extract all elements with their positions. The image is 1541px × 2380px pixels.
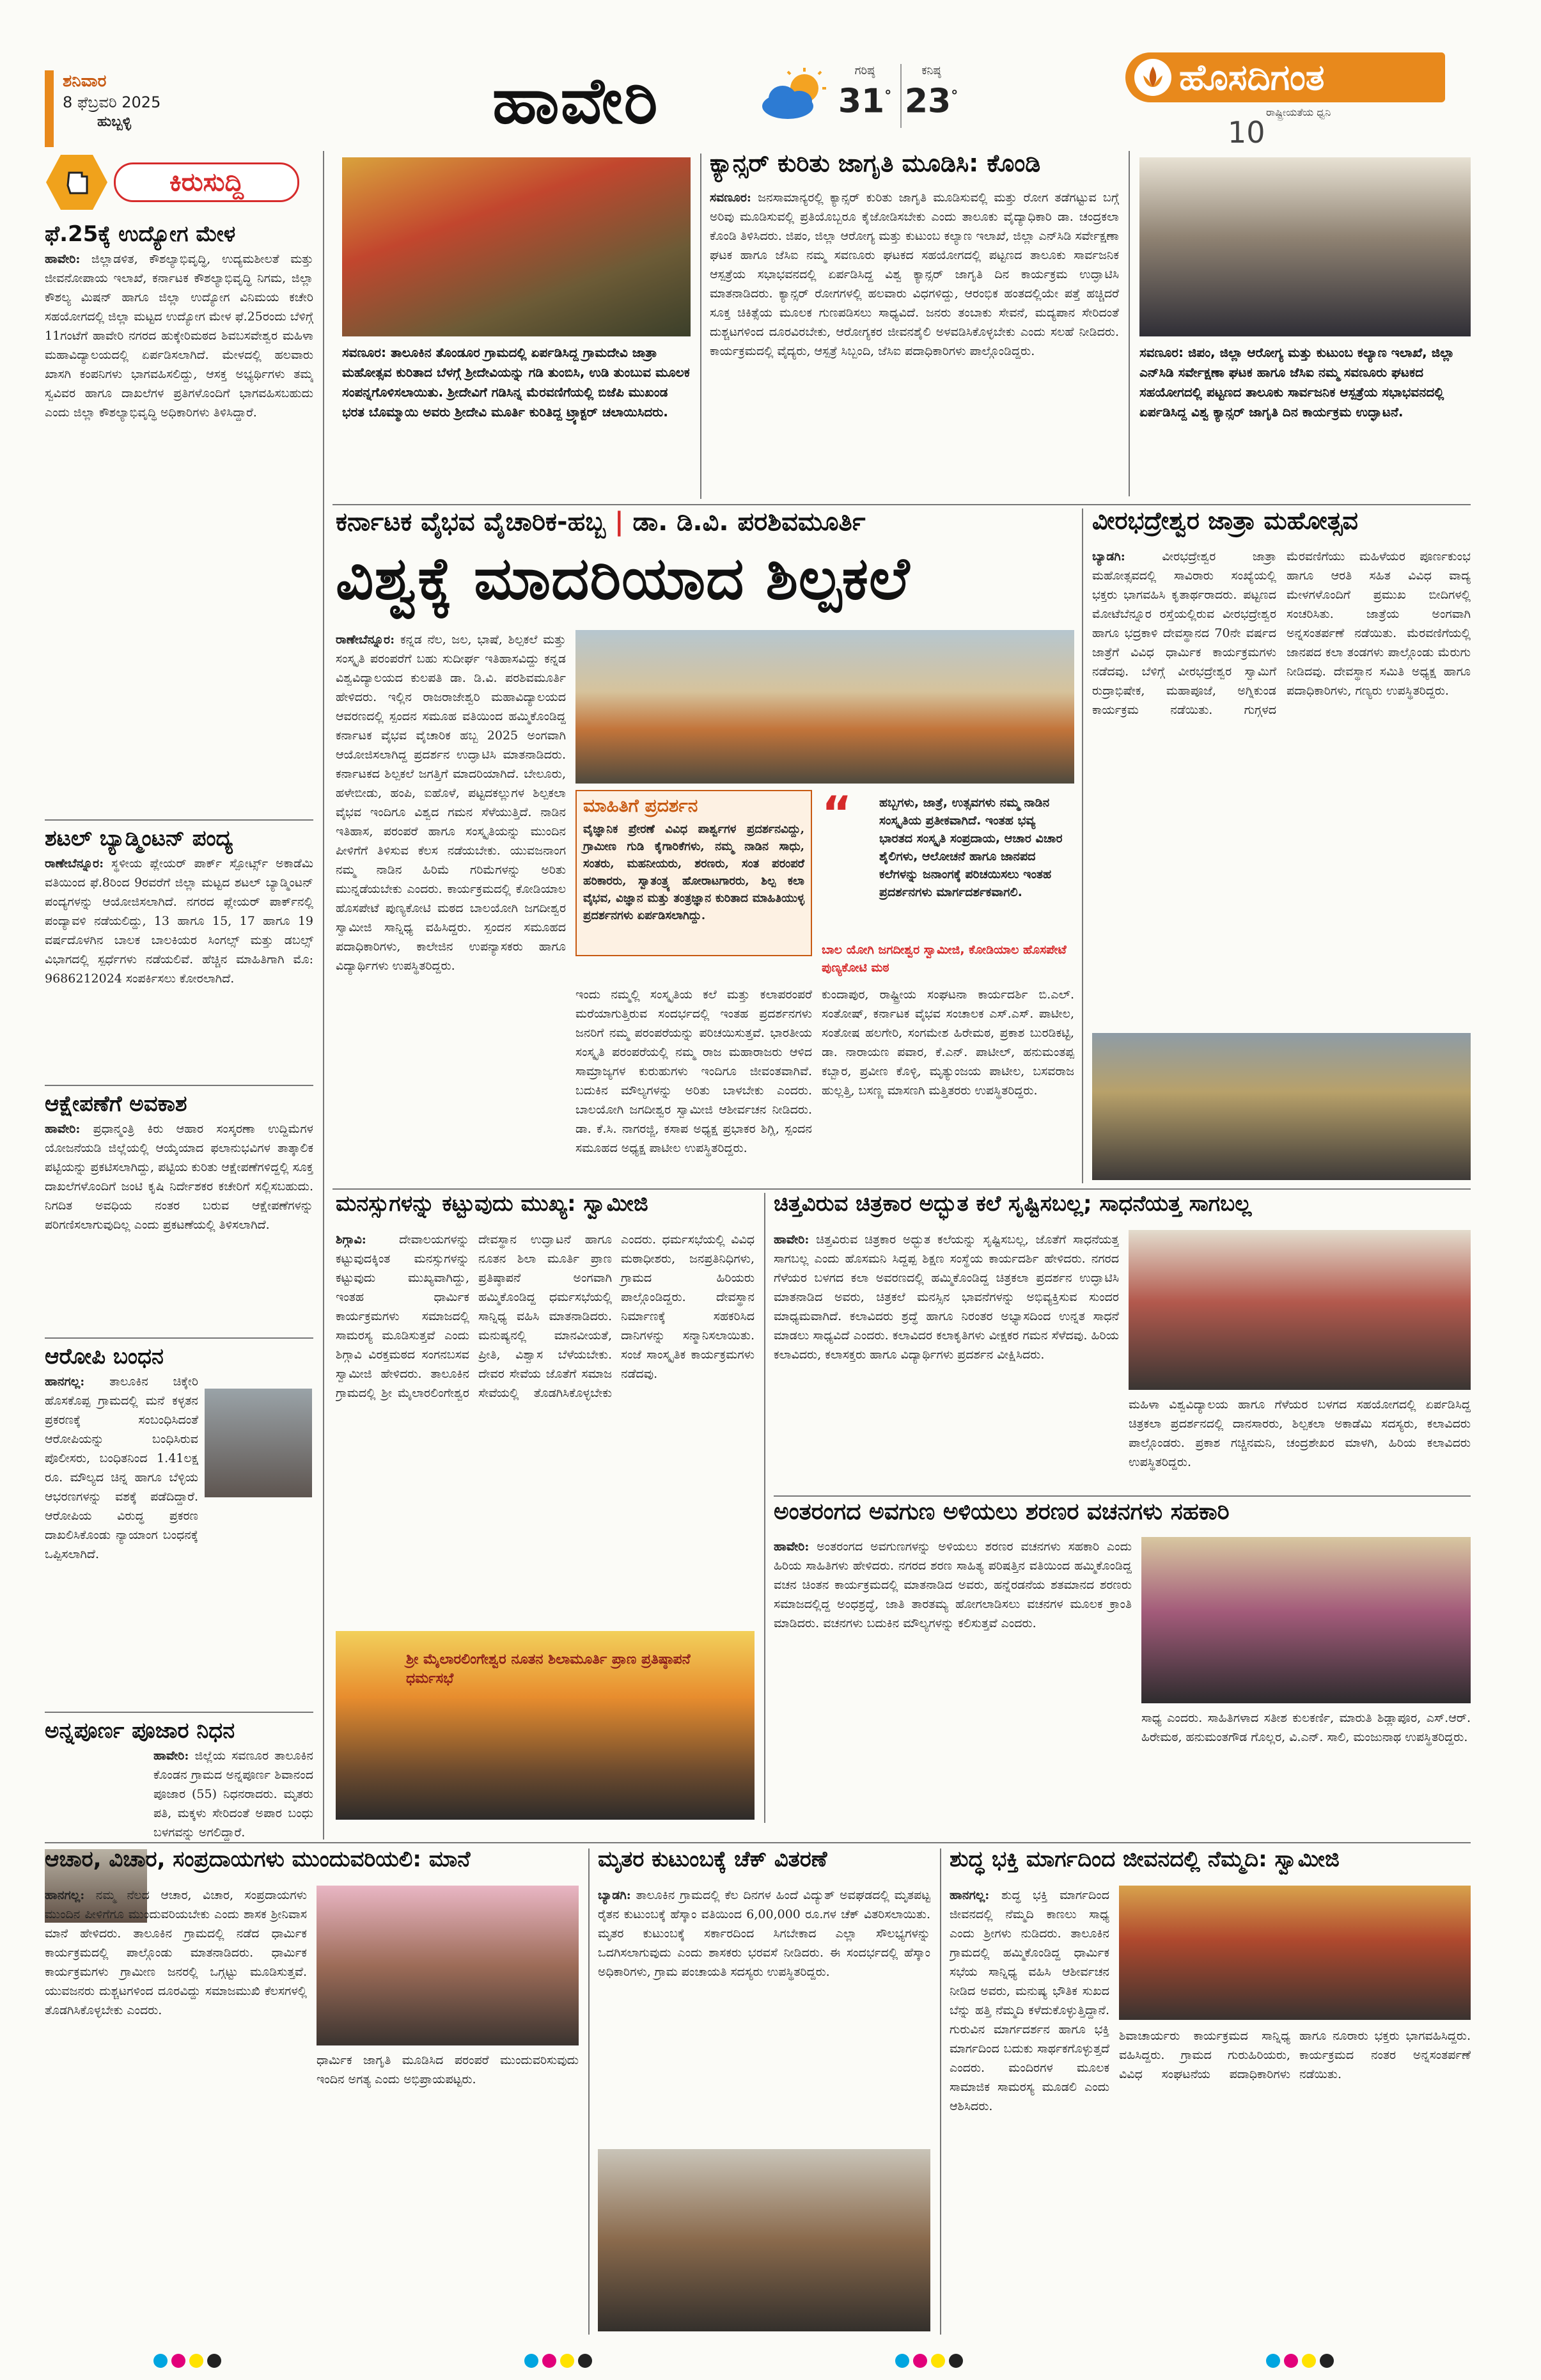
brief-item (45, 1091, 313, 1334)
brief-text: ಜಿಲ್ಲೆಯ ಸವಣೂರ ತಾಲೂಕಿನ ಕೊಂಡನ ಗ್ರಾಮದ ಅನ್ನಪೂರ್ಣ ಶಿವಾನಂದ ಪೂಜಾರ (55) ನಿಧನರಾದರು. ಮೃತರು ಪತಿ, ಮಕ್ಕಳು ಸೇರಿದಂತೆ ಅಪಾರ ಬಂಧು ಬಳಗವನ್ನು ಅಗಲಿದ್ದಾರೆ. (153, 1749, 313, 1840)
briefs-logo (45, 154, 301, 211)
brief-headline: ಆಕ್ಷೇಪಣೆಗೆ ಅವಕಾಶ (45, 1091, 187, 1117)
brief-headline: ಫೆ.25ಕ್ಕೆ ಉದ್ಯೋಗ ಮೇಳ (45, 221, 236, 247)
cancer-story (710, 151, 1471, 500)
date-block (45, 70, 288, 147)
shuddha-headline: ಶುದ್ಧ ಭಕ್ತಿ ಮಾರ್ಗದಿಂದ ಜೀವನದಲ್ಲಿ ನೆಮ್ಮದಿ: ಸ್ವಾಮೀಜಿ (950, 1847, 1340, 1872)
weekday: ಶನಿವಾರ (63, 72, 107, 91)
jatra-procession-photo (1092, 1033, 1471, 1180)
lead-story (336, 508, 1074, 1183)
temp-max: ಗರಿಷ್ಠ 31° (834, 64, 895, 128)
section-divider (332, 1188, 1471, 1190)
manasu-story (336, 1193, 755, 1823)
paper-logo (1125, 52, 1445, 148)
brief-text: ಪ್ರಧಾನ್ಮಂತ್ರಿ ಕಿರು ಆಹಾರ ಸಂಸ್ಕರಣಾ ಉದ್ದಿಮೆಗಳ ಯೋಜನೆಯಡಿ ಜಿಲ್ಲೆಯಲ್ಲಿ ಆಯ್ಕೆಯಾದ ಫಲಾನುಭವಿಗಳ ತಾತ್ಕಾಲಿಕ ಪಟ್ಟಿಯನ್ನು ಪ್ರಕಟಿಸಲಾಗಿದ್ದು, ಪಟ್ಟಿಯ ಕುರಿತು ಆಕ್ಷೇಪಣೆಗಳಿದ್ದಲ್ಲಿ ಸೂಕ್ತ ದಾಖಲೆಗಳೊಂದಿಗೆ ಜಂಟಿ ಕೃಷಿ ನಿರ್ದೇಶಕರ ಕಚೇರಿಗೆ ಸಲ್ಲಿಸಬಹುದು. ನಿಗದಿತ ಅವಧಿಯ ನಂತರ ಬರುವ ಆಕ್ಷೇಪಣೆಗಳನ್ನು ಪರಿಗಣಿಸಲಾಗುವುದಿಲ್ಲ ಎಂದು ಪ್ರಕಟಣೆಯಲ್ಲಿ ತಿಳಿಸಲಾಗಿದೆ. (45, 1122, 313, 1232)
brief-dateline: ಹಾನಗಲ್ಲ: (45, 1375, 85, 1389)
jatra-body: ಬ್ಯಾಡಗಿ: ವೀರಭದ್ರೇಶ್ವರ ಜಾತ್ರಾ ಮಹೋತ್ಸವದಲ್ಲಿ ಸಾವಿರಾರು ಸಂಖ್ಯೆಯಲ್ಲಿ ಭಕ್ತರು ಭಾಗವಹಿಸಿ ಕೃತಾರ್ಥರಾದರು. ಪಟ್ಟಣದ ಮೋಟೆಬೆನ್ನೂರ ರಸ್ತೆಯಲ್ಲಿರುವ ವೀರಭದ್ರೇಶ್ವರ ಹಾಗೂ ಭದ್ರಕಾಳಿ ದೇವಸ್ಥಾನದ 70ನೇ ವರ್ಷದ ಜಾತ್ರೆಗೆ ವಿವಿಧ ಧಾರ್ಮಿಕ ಕಾರ್ಯಕ್ರಮಗಳು ನಡೆದವು. ಬೆಳಿಗ್ಗೆ ವೀರಭದ್ರೇಶ್ವರ ಸ್ವಾಮಿಗೆ ರುದ್ರಾಭಿಷೇಕ, ಮಹಾಪೂಜೆ, ಅಗ್ನಿಕುಂಡ ಕಾರ್ಯಕ್ರಮ ನಡೆಯಿತು. ಗುಗ್ಗಳದ ಮೆರವಣಿಗೆಯು ಮಹಿಳೆಯರ ಪೂರ್ಣಕುಂಭ ಹಾಗೂ ಆರತಿ ಸಹಿತ ವಿವಿಧ ವಾದ್ಯ ಮೇಳಗಳೊಂದಿಗೆ ಪ್ರಮುಖ ಬೀದಿಗಳಲ್ಲಿ ಸಂಚರಿಸಿತು. ಜಾತ್ರೆಯ ಅಂಗವಾಗಿ ಅನ್ನಸಂತರ್ಪಣೆ ನಡೆಯಿತು. ಮೆರವಣಿಗೆಯಲ್ಲಿ ಜಾನಪದ ಕಲಾ ತಂಡಗಳು ಪಾಲ್ಗೊಂಡು ಮೆರುಗು ನೀಡಿದವು. ದೇವಸ್ಥಾನ ಸಮಿತಿ ಅಧ್ಯಕ್ಷ ಹಾಗೂ ಪದಾಧಿಕಾರಿಗಳು, ಗಣ್ಯರು ಉಪಸ್ಥಿತರಿದ್ದರು. (1092, 549, 1471, 717)
top-photo-story (336, 154, 694, 499)
check-body: ಬ್ಯಾಡಗಿ: ತಾಲೂಕಿನ ಗ್ರಾಮದಲ್ಲಿ ಕೆಲ ದಿನಗಳ ಹಿಂದೆ ವಿದ್ಯುತ್ ಅವಘಡದಲ್ಲಿ ಮೃತಪಟ್ಟ ರೈತನ ಕುಟುಂಬಕ್ಕೆ ಹೆಸ್ಕಾಂ ವತಿಯಿಂದ 6,00,000 ರೂ.ಗಳ ಚೆಕ್ ವಿತರಿಸಲಾಯಿತು. ಮೃತರ ಕುಟುಂಬಕ್ಕೆ ಸರ್ಕಾರದಿಂದ ಸಿಗಬೇಕಾದ ಎಲ್ಲಾ ಸೌಲಭ್ಯಗಳನ್ನು ಒದಗಿಸಲಾಗುವುದು ಎಂದು ಶಾಸಕರು ಭರವಸೆ ನೀಡಿದರು. ಈ ಸಂದರ್ಭದಲ್ಲಿ ಹೆಸ್ಕಾಂ ಅಧಿಕಾರಿಗಳು, ಗ್ರಾಮ ಪಂಚಾಯತಿ ಸದಸ್ಯರು ಉಪಸ್ಥಿತರಿದ್ದರು. (598, 1888, 930, 1979)
lead-photo (575, 630, 1074, 784)
antaranga-headline: ಅಂತರಂಗದ ಅವಗುಣ ಅಳಿಯಲು ಶರಣರ ವಚನಗಳು ಸಹಕಾರಿ (774, 1499, 1230, 1525)
divider (45, 1085, 313, 1086)
jatra-photo (342, 157, 691, 336)
banner-text: ಶ್ರೀ ಮೈಲಾರಲಿಂಗೇಶ್ವರ ನೂತನ ಶಿಲಾಮೂರ್ತಿ ಪ್ರಾಣ ಪ್ರತಿಷ್ಠಾಪನೆ ಧರ್ಮಸಭೆ (406, 1651, 691, 1687)
info-box-text: ವೈಜ್ಞಾನಿಕ ಪ್ರೇರಣೆ ವಿವಿಧ ಪಾರ್ಶ್ವಗಳ ಪ್ರದರ್ಶನವಿದ್ದು, ಗ್ರಾಮೀಣ ಗುಡಿ ಕೈಗಾರಿಕೆಗಳು, ನಮ್ಮ ನಾಡಿನ ಸಾಧು, ಸಂತರು, ಮಹನೀಯರು, ಶರಣರು, ಸಂತ ಪರಂಪರೆ ಹರಿಕಾರರು, ಸ್ವಾತಂತ್ರ್ಯ ಹೋರಾಟಗಾರರು, ಶಿಲ್ಪ ಕಲಾ ವೈಭವ, ವಿಜ್ಞಾನ ಮತ್ತು ತಂತ್ರಜ್ಞಾನ ಕುರಿತಾದ ಮಾಹಿತಿಯುಳ್ಳ ಪ್ರದರ್ಶನಗಳು ಏರ್ಪಡಿಸಲಾಗಿದ್ದು. (583, 823, 804, 922)
briefs-label: ಕಿರುಸುದ್ದಿ (114, 162, 299, 202)
shuddha-story (950, 1848, 1471, 2335)
manasu-body: ಶಿಗ್ಗಾವಿ: ದೇವಾಲಯಗಳನ್ನು ಕಟ್ಟುವುದಕ್ಕಿಂತ ಮನಸ್ಸುಗಳನ್ನು ಕಟ್ಟುವುದು ಮುಖ್ಯವಾಗಿದ್ದು, ಇಂತಹ ಧಾರ್ಮಿಕ ಕಾರ್ಯಕ್ರಮಗಳು ಸಮಾಜದಲ್ಲಿ ಸಾಮರಸ್ಯ ಮೂಡಿಸುತ್ತವೆ ಎಂದು ಶಿಗ್ಗಾವಿ ವಿರಕ್ತಮಠದ ಸಂಗನಬಸವ ಸ್ವಾಮೀಜಿ ಹೇಳಿದರು. ತಾಲೂಕಿನ ಗ್ರಾಮದಲ್ಲಿ ಶ್ರೀ ಮೈಲಾರಲಿಂಗೇಶ್ವರ ದೇವಸ್ಥಾನ ಉದ್ಘಾಟನೆ ಹಾಗೂ ನೂತನ ಶಿಲಾ ಮೂರ್ತಿ ಪ್ರಾಣ ಪ್ರತಿಷ್ಠಾಪನೆ ಅಂಗವಾಗಿ ಹಮ್ಮಿಕೊಂಡಿದ್ದ ಧರ್ಮಸಭೆಯಲ್ಲಿ ಸಾನ್ನಿಧ್ಯ ವಹಿಸಿ ಮಾತನಾಡಿದರು. ಮನುಷ್ಯನಲ್ಲಿ ಮಾನವೀಯತೆ, ಪ್ರೀತಿ, ವಿಶ್ವಾಸ ಬೆಳೆಯಬೇಕು. ದೇವರ ಸೇವೆಯ ಜೊತೆಗೆ ಸಮಾಜ ಸೇವೆಯಲ್ಲಿ ತೊಡಗಿಸಿಕೊಳ್ಳಬೇಕು ಎಂದರು. ಧರ್ಮಸಭೆಯಲ್ಲಿ ವಿವಿಧ ಮಠಾಧೀಶರು, ಜನಪ್ರತಿನಿಧಿಗಳು, ಗ್ರಾಮದ ಹಿರಿಯರು ಪಾಲ್ಗೊಂಡಿದ್ದರು. ದೇವಸ್ಥಾನ ನಿರ್ಮಾಣಕ್ಕೆ ಸಹಕರಿಸಿದ ದಾನಿಗಳನ್ನು ಸನ್ಮಾನಿಸಲಾಯಿತು. ಸಂಜೆ ಸಾಂಸ್ಕೃತಿಕ ಕಾರ್ಯಕ್ರಮಗಳು ನಡೆದವು. (336, 1233, 755, 1400)
page-number: 10 (1228, 115, 1265, 150)
hand-point-icon (45, 154, 109, 211)
shuddha-body-2: ಶಿವಾಚಾರ್ಯರು ಕಾರ್ಯಕ್ರಮದ ಸಾನ್ನಿಧ್ಯ ವಹಿಸಿದ್ದರು. ಗ್ರಾಮದ ಗುರುಹಿರಿಯರು, ವಿವಿಧ ಸಂಘಟನೆಯ ಪದಾಧಿಕಾರಿಗಳು ಹಾಗೂ ನೂರಾರು ಭಕ್ತರು ಭಾಗವಹಿಸಿದ್ದರು. ಕಾರ್ಯಕ್ರಮದ ನಂತರ ಅನ್ನಸಂತರ್ಪಣೆ ನಡೆಯಿತು. (1119, 2029, 1471, 2081)
dharmasabha-photo (336, 1631, 755, 1820)
brief-text: ಸ್ಥಳೀಯ ಪ್ಲೇಯರ್ ಪಾರ್ಕ್ ಸ್ಪೋರ್ಟ್ಸ್ ಅಕಾಡೆಮಿ ವತಿಯಿಂದ ಫೆ.8ರಿಂದ 9ರವರೆಗೆ ಜಿಲ್ಲಾ ಮಟ್ಟದ ಶಟಲ್ ಬ್ಯಾಡ್ಮಿಂಟನ್ ಪಂದ್ಯಗಳನ್ನು ಆಯೋಜಿಸಲಾಗಿದೆ. ನಗರದ ಪ್ಲೇಯರ್ ಪಾರ್ಕ್‌ನಲ್ಲಿ ಪಂದ್ಯಾವಳಿ ನಡೆಯಲಿದ್ದು, 13 ಹಾಗೂ 15, 17 ಹಾಗೂ 19 ವರ್ಷದೊಳಗಿನ ಬಾಲಕ ಬಾಲಕಿಯರ ಸಿಂಗಲ್ಸ್ ಮತ್ತು ಡಬಲ್ಸ್ ವಿಭಾಗದಲ್ಲಿ ಸ್ಪರ್ಧೆಗಳು ನಡೆಯಲಿವೆ. ಹೆಚ್ಚಿನ ಮಾಹಿತಿಗಾಗಿ ಮೊ: 9686212024 ಸಂಪರ್ಕಿಸಲು ಕೋರಲಾಗಿದೆ. (45, 856, 313, 986)
info-box-title: ಮಾಹಿತಿಗೆ ಪ್ರದರ್ಶನ (583, 795, 698, 816)
paper-tagline: ರಾಷ್ಟ್ರೀಯತೆಯ ಧ್ವನಿ (1266, 106, 1331, 118)
column-divider (588, 1848, 590, 2335)
section-divider (332, 504, 1471, 505)
photo-caption: ಸವಣೂರ: ಜಿಪಂ, ಜಿಲ್ಲಾ ಆರೋಗ್ಯ ಮತ್ತು ಕುಟುಂಬ ಕಲ್ಯಾಣ ಇಲಾಖೆ, ಜಿಲ್ಲಾ ಎನ್‌ಸಿಡಿ ಸರ್ವೇಕ್ಷಣಾ ಘಟಕ ಹಾಗೂ ಜೆಸಿಐ ನಮ್ಮ ಸವಣೂರು ಘಟಕದ ಸಹಯೋಗದಲ್ಲಿ ಪಟ್ಟಣದ ತಾಲೂಕು ಸಾರ್ವಜನಿಕ ಆಸ್ಪತ್ರೆಯ ಸಭಾಭವನದಲ್ಲಿ ಏರ್ಪಡಿಸಿದ್ದ ವಿಶ್ವ ಕ್ಯಾನ್ಸರ್ ಜಾಗೃತಿ ದಿನ ಕಾರ್ಯಕ್ರಮ ಉದ್ಘಾಟನೆ. (1139, 345, 1455, 420)
achara-story (45, 1848, 579, 2335)
brief-text: ತಾಲೂಕಿನ ಚಿಕ್ಕೇರಿ ಹೊಸಕೊಪ್ಪ ಗ್ರಾಮದಲ್ಲಿ ಮನೆ ಕಳ್ಳತನ ಪ್ರಕರಣಕ್ಕೆ ಸಂಬಂಧಿಸಿದಂತೆ ಆರೋಪಿಯನ್ನು ಬಂಧಿಸಿರುವ ಪೊಲೀಸರು, ಬಂಧಿತನಿಂದ 1.41ಲಕ್ಷ ರೂ. ಮೌಲ್ಯದ ಚಿನ್ನ ಹಾಗೂ ಬೆಳ್ಳಿಯ ಆಭರಣಗಳನ್ನು ವಶಕ್ಕೆ ಪಡೆದಿದ್ದಾರೆ. ಆರೋಪಿಯ ವಿರುದ್ಧ ಪ್ರಕರಣ ದಾಖಲಿಸಿಕೊಂಡು ನ್ಯಾಯಾಂಗ ಬಂಧನಕ್ಕೆ ಒಪ್ಪಿಸಲಾಗಿದೆ. (45, 1375, 198, 1561)
brief-item (45, 826, 313, 1082)
accused-photo (205, 1389, 312, 1497)
artist-headline: ಚಿತ್ತವಿರುವ ಚಿತ್ರಕಾರ ಅದ್ಭುತ ಕಲೆ ಸೃಷ್ಟಿಸಬಲ್ಲ; ಸಾಧನೆಯತ್ತ ಸಾಗಬಲ್ಲ (774, 1191, 1252, 1217)
lead-body: ರಾಣೇಬೆನ್ನೂರ: ಕನ್ನಡ ನೆಲ, ಜಲ, ಭಾಷೆ, ಶಿಲ್ಪಕಲೆ ಮತ್ತು ಸಂಸ್ಕೃತಿ ಪರಂಪರೆಗೆ ಬಹು ಸುದೀರ್ಘ ಇತಿಹಾಸವಿದ್ದು ಕನ್ನಡ ವಿಶ್ವವಿದ್ಯಾಲಯದ ಕುಲಪತಿ ಡಾ. ಡಿ.ವಿ. ಪರಶಿವಮೂರ್ತಿ ಹೇಳಿದರು. ಇಲ್ಲಿನ ರಾಜರಾಜೇಶ್ವರಿ ಮಹಾವಿದ್ಯಾಲಯದ ಆವರಣದಲ್ಲಿ ಸ್ಪಂದನ ಸಮೂಹ ವತಿಯಿಂದ ಹಮ್ಮಿಕೊಂಡಿದ್ದ ಕರ್ನಾಟಕ ವೈಭವ ವೈಚಾರಿಕ ಹಬ್ಬ 2025 ಅಂಗವಾಗಿ ಆಯೋಜಿಸಲಾಗಿದ್ದ ಪ್ರದರ್ಶನ ಉದ್ಘಾಟಿಸಿ ಮಾತನಾಡಿದರು. ಕರ್ನಾಟಕದ ಶಿಲ್ಪಕಲೆ ಜಗತ್ತಿಗೆ ಮಾದರಿಯಾಗಿದೆ. ಬೇಲೂರು, ಹಳೇಬೀಡು, ಹಂಪಿ, ಐಹೊಳೆ, ಪಟ್ಟದಕಲ್ಲುಗಳ ಶಿಲ್ಪಕಲಾ ವೈಭವ ಇಂದಿಗೂ ವಿಶ್ವದ ಗಮನ ಸೆಳೆಯುತ್ತಿದೆ. ನಾಡಿನ ಇತಿಹಾಸ, ಪರಂಪರೆ ಹಾಗೂ ಸಂಸ್ಕೃತಿಯನ್ನು ಮುಂದಿನ ಪೀಳಿಗೆಗೆ ತಿಳಿಸುವ ಕೆಲಸ ನಡೆಯಬೇಕು. ಯುವಜನಾಂಗ ನಮ್ಮ ನಾಡಿನ ಹಿರಿಮೆ ಗರಿಮೆಗಳನ್ನು ಅರಿತು ಮುನ್ನಡೆಯಬೇಕು ಎಂದರು. ಕಾರ್ಯಕ್ರಮದಲ್ಲಿ ಕೋಡಿಯಾಲ ಹೊಸಪೇಟೆ ಪುಣ್ಯಕೋಟಿ ಮಠದ ಬಾಲಯೋಗಿ ಜಗದೀಶ್ವರ ಸ್ವಾಮೀಜಿ ಸಾನ್ನಿಧ್ಯ ವಹಿಸಿದ್ದರು. ಸ್ಪಂದನ ಸಮೂಹದ ಪದಾಧಿಕಾರಿಗಳು, ಕಾಲೇಜಿನ ಉಪನ್ಯಾಸಕರು ಹಾಗೂ ವಿದ್ಯಾರ್ಥಿಗಳು ಉಪಸ್ಥಿತರಿದ್ದರು. (336, 633, 566, 973)
info-box (575, 790, 812, 956)
temp-max-value: 31 (838, 82, 885, 121)
paper-name: ಹೊಸದಿಗಂತ (1179, 57, 1325, 99)
temp-min: ಕನಿಷ್ಠ 23° (900, 64, 961, 128)
achara-body: ಹಾನಗಲ್ಲ: ನಮ್ಮ ನೆಲದ ಆಚಾರ, ವಿಚಾರ, ಸಂಪ್ರದಾಯಗಳು ಮುಂದಿನ ಪೀಳಿಗೆಗೂ ಮುಂದುವರಿಯಬೇಕು ಎಂದು ಶಾಸಕ ಶ್ರೀನಿವಾಸ ಮಾನೆ ಹೇಳಿದರು. ತಾಲೂಕಿನ ಗ್ರಾಮದಲ್ಲಿ ನಡೆದ ಧಾರ್ಮಿಕ ಕಾರ್ಯಕ್ರಮದಲ್ಲಿ ಪಾಲ್ಗೊಂಡು ಮಾತನಾಡಿದರು. ಧಾರ್ಮಿಕ ಕಾರ್ಯಕ್ರಮಗಳು ಗ್ರಾಮೀಣ ಜನರಲ್ಲಿ ಒಗ್ಗಟ್ಟು ಮೂಡಿಸುತ್ತವೆ. ಯುವಜನರು ದುಶ್ಚಟಗಳಿಂದ ದೂರವಿದ್ದು ಸಮಾಜಮುಖಿ ಕೆಲಸಗಳಲ್ಲಿ ತೊಡಗಿಸಿಕೊಳ್ಳಬೇಕು ಎಂದರು. (45, 1888, 307, 2017)
divider (45, 1712, 313, 1713)
cancer-body: ಸವಣೂರ: ಜನಸಾಮಾನ್ಯರಲ್ಲಿ ಕ್ಯಾನ್ಸರ್ ಕುರಿತು ಜಾಗೃತಿ ಮೂಡಿಸುವಲ್ಲಿ ಮತ್ತು ರೋಗ ತಡೆಗಟ್ಟುವ ಬಗ್ಗೆ ಅರಿವು ಮೂಡಿಸುವಲ್ಲಿ ಪ್ರತಿಯೊಬ್ಬರೂ ಕೈಜೋಡಿಸಬೇಕು ಎಂದು ತಾಲೂಕು ವೈದ್ಯಾಧಿಕಾರಿ ಡಾ. ಚಂದ್ರಕಲಾ ಕೊಂಡಿ ತಿಳಿಸಿದರು. ಜಿಪಂ, ಜಿಲ್ಲಾ ಆರೋಗ್ಯ ಮತ್ತು ಕುಟುಂಬ ಕಲ್ಯಾಣ ಇಲಾಖೆ, ಜಿಲ್ಲಾ ಎನ್‌ಸಿಡಿ ಸರ್ವೇಕ್ಷಣಾ ಘಟಕ ಹಾಗೂ ಜೆಸಿಐ ನಮ್ಮ ಸವಣೂರು ಘಟಕದ ಸಹಯೋಗದಲ್ಲಿ ಪಟ್ಟಣದ ತಾಲೂಕು ಸಾರ್ವಜನಿಕ ಆಸ್ಪತ್ರೆಯ ಸಭಾಭವನದಲ್ಲಿ ಏರ್ಪಡಿಸಿದ್ದ ವಿಶ್ವ ಕ್ಯಾನ್ಸರ್ ಜಾಗೃತಿ ದಿನ ಕಾರ್ಯಕ್ರಮ ಉದ್ಘಾಟಿಸಿ ಮಾತನಾಡಿದರು. ಕ್ಯಾನ್ಸರ್ ರೋಗಗಳಲ್ಲಿ ಹಲವಾರು ವಿಧಗಳಿದ್ದು, ಆರಂಭಿಕ ಹಂತದಲ್ಲಿಯೇ ಪತ್ತೆ ಹಚ್ಚಿದರೆ ಸೂಕ್ತ ಚಿಕಿತ್ಸೆಯ ಮೂಲಕ ಗುಣಪಡಿಸಲು ಸಾಧ್ಯವಿದೆ. ಜನರು ತಂಬಾಕು ಸೇವನೆ, ಮದ್ಯಪಾನ ಸೇರಿದಂತೆ ದುಶ್ಚಟಗಳಿಂದ ದೂರವಿರಬೇಕು, ಆರೋಗ್ಯಕರ ಜೀವನಶೈಲಿ ಅಳವಡಿಸಿಕೊಳ್ಳಬೇಕು ಎಂದು ಸಲಹೆ ನೀಡಿದರು. ಕಾರ್ಯಕ್ರಮದಲ್ಲಿ ವೈದ್ಯರು, ಆಸ್ಪತ್ರೆ ಸಿಬ್ಬಂದಿ, ಜೆಸಿಐ ಪದಾಧಿಕಾರಿಗಳು ಪಾಲ್ಗೊಂಡಿದ್ದರು. (710, 191, 1119, 358)
temp-min-value: 23 (904, 82, 951, 121)
cancer-headline: ಕ್ಯಾನ್ಸರ್ ಕುರಿತು ಜಾಗೃತಿ ಮೂಡಿಸಿ: ಕೊಂಡಿ (710, 149, 1041, 177)
check-photo (598, 2149, 930, 2331)
brief-dateline: ರಾಣೇಬೆನ್ನೂರ: (45, 856, 104, 871)
date: 8 ಫೆಬ್ರವರಿ 2025 (63, 93, 161, 111)
antaranga-caption: ಸಾಧ್ಯ ಎಂದರು. ಸಾಹಿತಿಗಳಾದ ಸತೀಶ ಕುಲಕರ್ಣಿ, ಮಾರುತಿ ಶಿಡ್ಲಾಪೂರ, ಎಸ್.ಆರ್. ಹಿರೇಮಠ, ಹನುಮಂತಗೌಡ ಗೊಲ್ಲರ, ವಿ.ಎನ್. ಸಾಲಿ, ಮಂಜುನಾಥ ಉಪಸ್ಥಿತರಿದ್ದರು. (1141, 1711, 1471, 1744)
section-divider (774, 1495, 1471, 1497)
manasu-headline: ಮನಸ್ಸುಗಳನ್ನು ಕಟ್ಟುವುದು ಮುಖ್ಯ: ಸ್ವಾಮೀಜಿ (336, 1191, 648, 1217)
brief-item (45, 221, 313, 816)
brief-dateline: ಹಾವೇರಿ: (45, 252, 81, 266)
jatra-story (1092, 508, 1471, 1183)
registration-marks (153, 2354, 1432, 2373)
brief-text: ಜಿಲ್ಲಾಡಳಿತ, ಕೌಶಲ್ಯಾಭಿವೃದ್ಧಿ, ಉದ್ಯಮಶೀಲತೆ ಮತ್ತು ಜೀವನೋಪಾಯ ಇಲಾಖೆ, ಕರ್ನಾಟಕ ಕೌಶಲ್ಯಾಭಿವೃದ್ಧಿ ನಿಗಮ, ಜಿಲ್ಲಾ ಕೌಶಲ್ಯ ಮಿಷನ್ ಹಾಗೂ ಜಿಲ್ಲಾ ಉದ್ಯೋಗ ವಿನಿಮಯ ಕಚೇರಿ ಸಹಯೋಗದಲ್ಲಿ ಜಿಲ್ಲಾ ಮಟ್ಟದ ಉದ್ಯೋಗ ಮೇಳ ಫೆ.25ರಂದು ಬೆಳಿಗ್ಗೆ 11ಗಂಟೆಗೆ ಹಾವೇರಿ ನಗರದ ಹುಕ್ಕೇರಿಮಠದ ಶಿವಬಸವೇಶ್ವರ ಮಹಿಳಾ ಮಹಾವಿದ್ಯಾಲಯದಲ್ಲಿ ಏರ್ಪಡಿಸಲಾಗಿದೆ. ಮೇಳದಲ್ಲಿ ಹಲವಾರು ಖಾಸಗಿ ಕಂಪನಿಗಳು ಭಾಗವಹಿಸಲಿದ್ದು, ಆಸಕ್ತ ಅಭ್ಯರ್ಥಿಗಳು ತಮ್ಮ ಸ್ವವಿವರ ಹಾಗೂ ದಾಖಲೆಗಳ ಪ್ರತಿಗಳೊಂದಿಗೆ ಭಾಗವಹಿಸಬಹುದು ಎಂದು ಜಿಲ್ಲಾ ಕೌಶಲ್ಯಾಭಿವೃದ್ಧಿ ಅಧಿಕಾರಿಗಳು ತಿಳಿಸಿದ್ದಾರೆ. (45, 252, 313, 420)
antaranga-photo (1141, 1537, 1471, 1703)
column-divider (764, 1193, 765, 1823)
brief-dateline: ಹಾವೇರಿ: (153, 1749, 189, 1763)
quote-box (822, 790, 1074, 982)
lotus-icon (1134, 59, 1171, 96)
photo-caption: ಸವಣೂರ: ತಾಲೂಕಿನ ತೊಂಡೂರ ಗ್ರಾಮದಲ್ಲಿ ಏರ್ಪಡಿಸಿದ್ದ ಗ್ರಾಮದೇವಿ ಜಾತ್ರಾ ಮಹೋತ್ಸವ ಕುರಿತಾದ ಬೆಳಗ್ಗೆ ಶ್ರೀದೇವಿಯನ್ನು ಗಡಿ ತುಂಬಿಸಿ, ಉಡಿ ತುಂಬುವ ಮೂಲಕ ಸಂಪನ್ನಗೊಳಿಸಲಾಯಿತು. ಶ್ರೀದೇವಿಗೆ ಗಡಿಸಿನ್ನ ಮೆರವಣಿಗೆಯಲ್ಲಿ ಬಿಜೆಪಿ ಮುಖಂಡ ಭರತ ಬೊಮ್ಮಾಯಿ ಅವರು ಶ್ರೀದೇವಿ ಮೂರ್ತಿ ಕುರಿತಿದ್ದ ಟ್ರ್ಯಾಕ್ಟರ್ ಚಲಾಯಿಸಿದರು. (342, 345, 690, 420)
lead-headline: ವಿಶ್ವಕ್ಕೆ ಮಾದರಿಯಾದ ಶಿಲ್ಪಕಲೆ (336, 544, 911, 613)
check-headline: ಮೃತರ ಕುಟುಂಬಕ್ಕೆ ಚೆಕ್ ವಿತರಣೆ (598, 1847, 827, 1872)
artist-photo (1129, 1230, 1471, 1390)
column-divider (1082, 508, 1083, 1183)
lead-body-2: ಇಂದು ನಮ್ಮಲ್ಲಿ ಸಂಸ್ಕೃತಿಯ ಕಲೆ ಮತ್ತು ಕಲಾಪರಂಪರೆ ಮರೆಯಾಗುತ್ತಿರುವ ಸಂದರ್ಭದಲ್ಲಿ ಇಂತಹ ಪ್ರದರ್ಶನಗಳು ಜನರಿಗೆ ನಮ್ಮ ಪರಂಪರೆಯನ್ನು ಪರಿಚಯಿಸುತ್ತವೆ. ಭಾರತೀಯ ಸಂಸ್ಕೃತಿ ಪರಂಪರೆಯಲ್ಲಿ ನಮ್ಮ ರಾಜ ಮಹಾರಾಜರು ಆಳಿದ ಸಾಮ್ರಾಜ್ಯಗಳ ಕುರುಹುಗಳು ಇಂದಿಗೂ ಜೀವಂತವಾಗಿವೆ. ಬದುಕಿನ ಮೌಲ್ಯಗಳನ್ನು ಅರಿತು ಬಾಳಬೇಕು ಎಂದರು. ಬಾಲಯೋಗಿ ಜಗದೀಶ್ವರ ಸ್ವಾಮೀಜಿ ಆಶೀರ್ವಚನ ನೀಡಿದರು. ಡಾ. ಕೆ.ಸಿ. ನಾಗರಜ್ಜಿ, ಕಸಾಪ ಅಧ್ಯಕ್ಷ ಪ್ರಭಾಕರ ಶಿಗ್ಲಿ, ಸ್ಪಂದನ ಸಮೂಹದ ಅಧ್ಯಕ್ಷ ಪಾಟೀಲ ಉಪಸ್ಥಿತರಿದ್ದರು. (575, 988, 812, 1155)
brief-headline: ಶಟಲ್ ಬ್ಯಾಡ್ಮಿಂಟನ್ ಪಂದ್ಯ (45, 826, 233, 851)
brief-item (45, 1344, 313, 1708)
column-divider (1129, 151, 1130, 496)
antaranga-story (774, 1500, 1471, 1823)
shuddha-photo (1119, 1886, 1471, 2020)
achara-headline: ಆಚಾರ, ವಿಚಾರ, ಸಂಪ್ರದಾಯಗಳು ಮುಂದುವರಿಯಲಿ: ಮಾನೆ (45, 1847, 471, 1872)
brief-headline: ಆರೋಪಿ ಬಂಧನ (45, 1344, 164, 1369)
artist-body: ಹಾವೇರಿ: ಚಿತ್ತವಿರುವ ಚಿತ್ರಕಾರ ಅದ್ಭುತ ಕಲೆಯನ್ನು ಸೃಷ್ಟಿಸಬಲ್ಲ, ಜೊತೆಗೆ ಸಾಧನೆಯತ್ತ ಸಾಗಬಲ್ಲ ಎಂದು ಹೊಸಮನಿ ಸಿದ್ದಪ್ಪ ಶಿಕ್ಷಣ ಸಂಸ್ಥೆಯ ಕಾರ್ಯದರ್ಶಿ ಹೇಳಿದರು. ನಗರದ ಗೆಳೆಯರ ಬಳಗದ ಕಲಾ ಅವರಣದಲ್ಲಿ ಹಮ್ಮಿಕೊಂಡಿದ್ದ ಚಿತ್ರಕಲಾ ಪ್ರದರ್ಶನ ಉದ್ಘಾಟಿಸಿ ಮಾತನಾಡಿದ ಅವರು, ಚಿತ್ರಕಲೆ ಮನಸ್ಸಿನ ಭಾವನೆಗಳನ್ನು ಅಭಿವ್ಯಕ್ತಿಸುವ ಸುಂದರ ಮಾಧ್ಯಮವಾಗಿದೆ. ಕಲಾವಿದರು ಶ್ರದ್ಧೆ ಹಾಗೂ ನಿರಂತರ ಅಭ್ಯಾಸದಿಂದ ಉನ್ನತ ಸಾಧನೆ ಮಾಡಲು ಸಾಧ್ಯವಿದೆ ಎಂದರು. ಕಲಾವಿದರ ಕಲಾಕೃತಿಗಳು ವೀಕ್ಷಕರ ಗಮನ ಸೆಳೆದವು. ಹಿರಿಯ ಕಲಾವಿದರು, ಕಲಾಸಕ್ತರು ಹಾಗೂ ವಿದ್ಯಾರ್ಥಿಗಳು ಪ್ರದರ್ಶನ ವೀಕ್ಷಿಸಿದರು. (774, 1233, 1119, 1362)
quote-author: ಬಾಲ ಯೋಗಿ ಜಗದೀಶ್ವರ ಸ್ವಾಮೀಜಿ, ಕೋಡಿಯಾಲ ಹೊಸಪೇಟೆ ಪುಣ್ಯಕೋಟಿ ಮಠ (822, 943, 1067, 975)
artist-story (774, 1193, 1471, 1490)
artist-caption: ಮಹಿಳಾ ವಿಶ್ವವಿದ್ಯಾಲಯ ಹಾಗೂ ಗೆಳೆಯರ ಬಳಗದ ಸಹಯೋಗದಲ್ಲಿ ಏರ್ಪಡಿಸಿದ್ದ ಚಿತ್ರಕಲಾ ಪ್ರದರ್ಶನದಲ್ಲಿ ದಾನಸಾರರು, ಶಿಲ್ಪಕಲಾ ಅಕಾಡೆಮಿ ಸದಸ್ಯರು, ಕಲಾವಿದರು ಪಾಲ್ಗೊಂಡರು. ಪ್ರಕಾಶ ಗಚ್ಚಿನಮನಿ, ಚಂದ್ರಶೇಖರ ಮಾಳಗಿ, ಹಿರಿಯ ಕಲಾವಿದರು ಉಪಸ್ಥಿತರಿದ್ದರು. (1129, 1398, 1471, 1469)
city: ಹುಬ್ಬಳ್ಳಿ (97, 114, 132, 130)
quote-text: ಹಬ್ಬಗಳು, ಜಾತ್ರೆ, ಉತ್ಸವಗಳು ನಮ್ಮ ನಾಡಿನ ಸಂಸ್ಕೃತಿಯ ಪ್ರತೀಕವಾಗಿದೆ. ಇಂತಹ ಭವ್ಯ ಭಾರತದ ಸಂಸ್ಕೃತಿ ಸಂಪ್ರದಾಯ, ಆಚಾರ ವಿಚಾರ ಶೈಲಿಗಳು, ಆಲೋಚನೆ ಹಾಗೂ ಜಾನಪದ ಕಲೆಗಳನ್ನು ಜನಾಂಗಕ್ಕೆ ಪರಿಚಯಿಸಲು ಇಂತಹ ಪ್ರದರ್ಶನಗಳು ಮಾರ್ಗದರ್ಶಕವಾಗಲಿ. (879, 796, 1063, 899)
quote-icon: “ (822, 790, 852, 840)
briefs-column (45, 151, 313, 1840)
achara-photo (317, 1886, 579, 2045)
weather-cloud-icon (755, 64, 831, 128)
achara-caption: ಧಾರ್ಮಿಕ ಜಾಗೃತಿ ಮೂಡಿಸಿದ ಪರಂಪರೆ ಮುಂದುವರಿಸುವುದು ಇಂದಿನ ಅಗತ್ಯ ಎಂದು ಅಭಿಪ್ರಾಯಪಟ್ಟರು. (317, 2053, 579, 2086)
edition-name: ಹಾವೇರಿ (492, 63, 659, 138)
brief-headline: ಅನ್ನಪೂರ್ಣ ಪೂಜಾರ ನಿಧನ (45, 1718, 235, 1744)
check-story (598, 1848, 930, 2335)
section-divider (45, 1842, 1471, 1843)
lead-kicker: ಕರ್ನಾಟಕ ವೈಭವ ವೈಚಾರಿಕ-ಹಬ್ಬ | ಡಾ. ಡಿ.ವಿ. ಪರಶಿವಮೂರ್ತಿ (336, 507, 866, 537)
column-divider (940, 1848, 941, 2335)
column-divider (700, 154, 701, 499)
divider (45, 819, 313, 821)
lead-body-3: ಕುಂದಾಪುರ, ರಾಷ್ಟ್ರೀಯ ಸಂಘಟನಾ ಕಾರ್ಯದರ್ಶಿ ಬಿ.ಎಲ್. ಸಂತೋಷ್, ಕರ್ನಾಟಕ ವೈಭವ ಸಂಚಾಲಕ ಎಸ್.ಎಸ್. ಪಾಟೀಲ, ಸಂತೋಷ ಹಲಗೇರಿ, ಸಂಗಮೇಶ ಹಿರೇಮಠ, ಪ್ರಕಾಶ ಬುರಡಿಕಟ್ಟಿ, ಡಾ. ನಾರಾಯಣ ಪವಾರ, ಕೆ.ಎನ್. ಪಾಟೀಲ್, ಹನುಮಂತಪ್ಪ ಕಬ್ಬಾರ, ಪ್ರವೀಣ ಕೊಳ್ಳಿ, ಮೃತ್ಯುಂಜಯ ಪಾಟೀಲ, ಬಸವರಾಜ ಹುಲ್ಲತ್ತಿ, ಬಸಣ್ಣ ಮಾಸಣಗಿ ಮತ್ತಿತರರು ಉಪಸ್ಥಿತರಿದ್ದರು. (822, 988, 1074, 1098)
column-divider (323, 151, 324, 1840)
masthead (0, 0, 1541, 148)
shuddha-body: ಹಾನಗಲ್ಲ: ಶುದ್ಧ ಭಕ್ತಿ ಮಾರ್ಗದಿಂದ ಜೀವನದಲ್ಲಿ ನೆಮ್ಮದಿ ಕಾಣಲು ಸಾಧ್ಯ ಎಂದು ಶ್ರೀಗಳು ನುಡಿದರು. ತಾಲೂಕಿನ ಗ್ರಾಮದಲ್ಲಿ ಹಮ್ಮಿಕೊಂಡಿದ್ದ ಧಾರ್ಮಿಕ ಸಭೆಯ ಸಾನ್ನಿಧ್ಯ ವಹಿಸಿ ಆಶೀರ್ವಚನ ನೀಡಿದ ಅವರು, ಮನುಷ್ಯ ಭೌತಿಕ ಸುಖದ ಬೆನ್ನು ಹತ್ತಿ ನೆಮ್ಮದಿ ಕಳೆದುಕೊಳ್ಳುತ್ತಿದ್ದಾನೆ. ಗುರುವಿನ ಮಾರ್ಗದರ್ಶನ ಹಾಗೂ ಭಕ್ತಿ ಮಾರ್ಗದಿಂದ ಬದುಕು ಸಾರ್ಥಕಗೊಳ್ಳುತ್ತದೆ ಎಂದರು. ಮಂದಿರಗಳ ಮೂಲಕ ಸಾಮಾಜಿಕ ಸಾಮರಸ್ಯ ಮೂಡಲಿ ಎಂದು ಆಶಿಸಿದರು. (950, 1888, 1109, 2113)
temp-max-label: ಗರಿಷ್ಠ (854, 64, 875, 77)
jatra-headline: ವೀರಭದ್ರೇಶ್ವರ ಜಾತ್ರಾ ಮಹೋತ್ಸವ (1092, 507, 1358, 535)
cancer-photo (1139, 157, 1471, 336)
temp-min-label: ಕನಿಷ್ಠ (921, 64, 941, 77)
brief-dateline: ಹಾವೇರಿ: (45, 1122, 81, 1136)
divider (45, 1337, 313, 1339)
antaranga-body: ಹಾವೇರಿ: ಅಂತರಂಗದ ಅವಗುಣಗಳನ್ನು ಅಳಿಯಲು ಶರಣರ ವಚನಗಳು ಸಹಕಾರಿ ಎಂದು ಹಿರಿಯ ಸಾಹಿತಿಗಳು ಹೇಳಿದರು. ನಗರದ ಶರಣ ಸಾಹಿತ್ಯ ಪರಿಷತ್ತಿನ ವತಿಯಿಂದ ಹಮ್ಮಿಕೊಂಡಿದ್ದ ವಚನ ಚಿಂತನ ಕಾರ್ಯಕ್ರಮದಲ್ಲಿ ಮಾತನಾಡಿದ ಅವರು, ಹನ್ನೆರಡನೆಯ ಶತಮಾನದ ಶರಣರು ಸಮಾಜದಲ್ಲಿದ್ದ ಅಂಧಶ್ರದ್ಧೆ, ಜಾತಿ ತಾರತಮ್ಯ ಹೋಗಲಾಡಿಸಲು ವಚನಗಳ ಮೂಲಕ ಕ್ರಾಂತಿ ಮಾಡಿದರು. ವಚನಗಳು ಬದುಕಿನ ಮೌಲ್ಯಗಳನ್ನು ಕಲಿಸುತ್ತವೆ ಎಂದರು. (774, 1540, 1132, 1630)
